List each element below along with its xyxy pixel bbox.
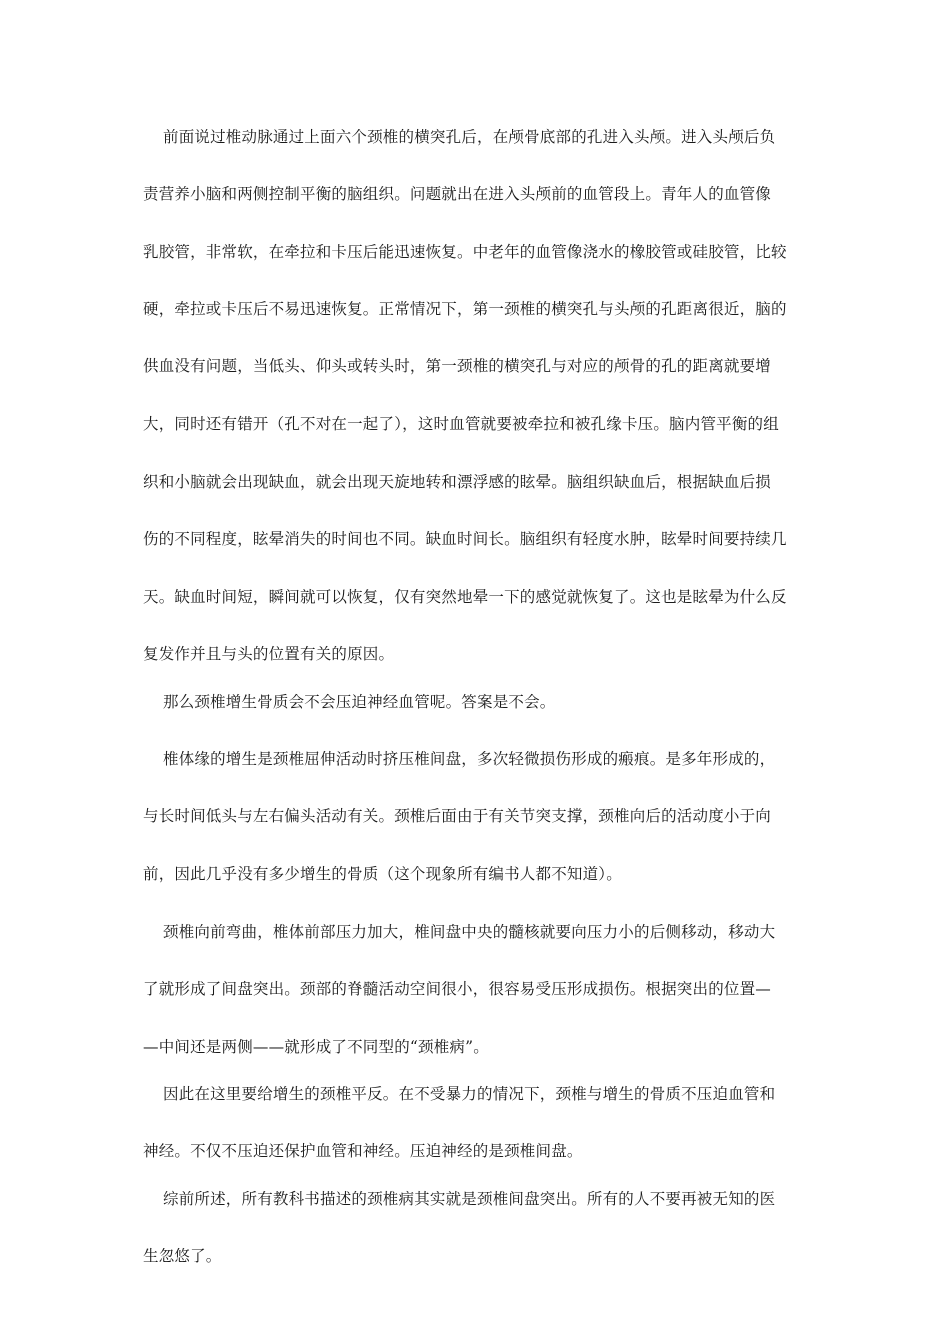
text-line: —中间还是两侧——就形成了不同型的“颈椎病”。 xyxy=(143,1038,489,1056)
text-line: 伤的不同程度，眩晕消失的时间也不同。缺血时间长。脑组织有轻度水肿，眩晕时间要持续几 xyxy=(143,530,787,548)
text-line: 织和小脑就会出现缺血，就会出现天旋地转和漂浮感的眩晕。脑组织缺血后，根据缺血后损 xyxy=(143,473,772,491)
text-line: 责营养小脑和两侧控制平衡的脑组织。问题就出在进入头颅前的血管段上。青年人的血管像 xyxy=(143,185,772,203)
text-line: 复发作并且与头的位置有关的原因。 xyxy=(143,645,395,663)
text-line: 因此在这里要给增生的颈椎平反。在不受暴力的情况下，颈椎与增生的骨质不压迫血管和 xyxy=(163,1085,776,1103)
text-line: 综前所述，所有教科书描述的颈椎病其实就是颈椎间盘突出。所有的人不要再被无知的医 xyxy=(163,1190,776,1208)
text-line: 天。缺血时间短，瞬间就可以恢复，仅有突然地晕一下的感觉就恢复了。这也是眩晕为什么反 xyxy=(143,588,787,606)
text-line: 颈椎向前弯曲，椎体前部压力加大，椎间盘中央的髓核就要向压力小的后侧移动，移动大 xyxy=(163,923,776,941)
text-line: 乳胶管，非常软，在牵拉和卡压后能迅速恢复。中老年的血管像浇水的橡胶管或硅胶管，比较 xyxy=(143,243,787,261)
text-line: 大，同时还有错开（孔不对在一起了），这时血管就要被牵拉和被孔缘卡压。脑内管平衡的组 xyxy=(143,415,779,433)
text-line: 硬，牵拉或卡压后不易迅速恢复。正常情况下，第一颈椎的横突孔与头颅的孔距离很近，脑的 xyxy=(143,300,787,318)
text-line: 供血没有问题，当低头、仰头或转头时，第一颈椎的横突孔与对应的颅骨的孔的距离就要增 xyxy=(143,357,772,375)
text-line: 生忽悠了。 xyxy=(143,1247,222,1265)
text-line: 神经。不仅不压迫还保护血管和神经。压迫神经的是颈椎间盘。 xyxy=(143,1142,583,1160)
text-line: 那么颈椎增生骨质会不会压迫神经血管呢。答案是不会。 xyxy=(163,693,556,711)
text-line: 与长时间低头与左右偏头活动有关。颈椎后面由于有关节突支撑，颈椎向后的活动度小于向 xyxy=(143,807,772,825)
text-line: 了就形成了间盘突出。颈部的脊髓活动空间很小，很容易受压形成损伤。根据突出的位置— xyxy=(143,980,772,998)
text-line: 椎体缘的增生是颈椎屈伸活动时挤压椎间盘，多次轻微损伤形成的瘢痕。是多年形成的， xyxy=(163,750,776,768)
text-line: 前面说过椎动脉通过上面六个颈椎的横突孔后，在颅骨底部的孔进入头颅。进入头颅后负 xyxy=(163,128,776,146)
text-line: 前，因此几乎没有多少增生的骨质（这个现象所有编书人都不知道）。 xyxy=(143,865,622,883)
